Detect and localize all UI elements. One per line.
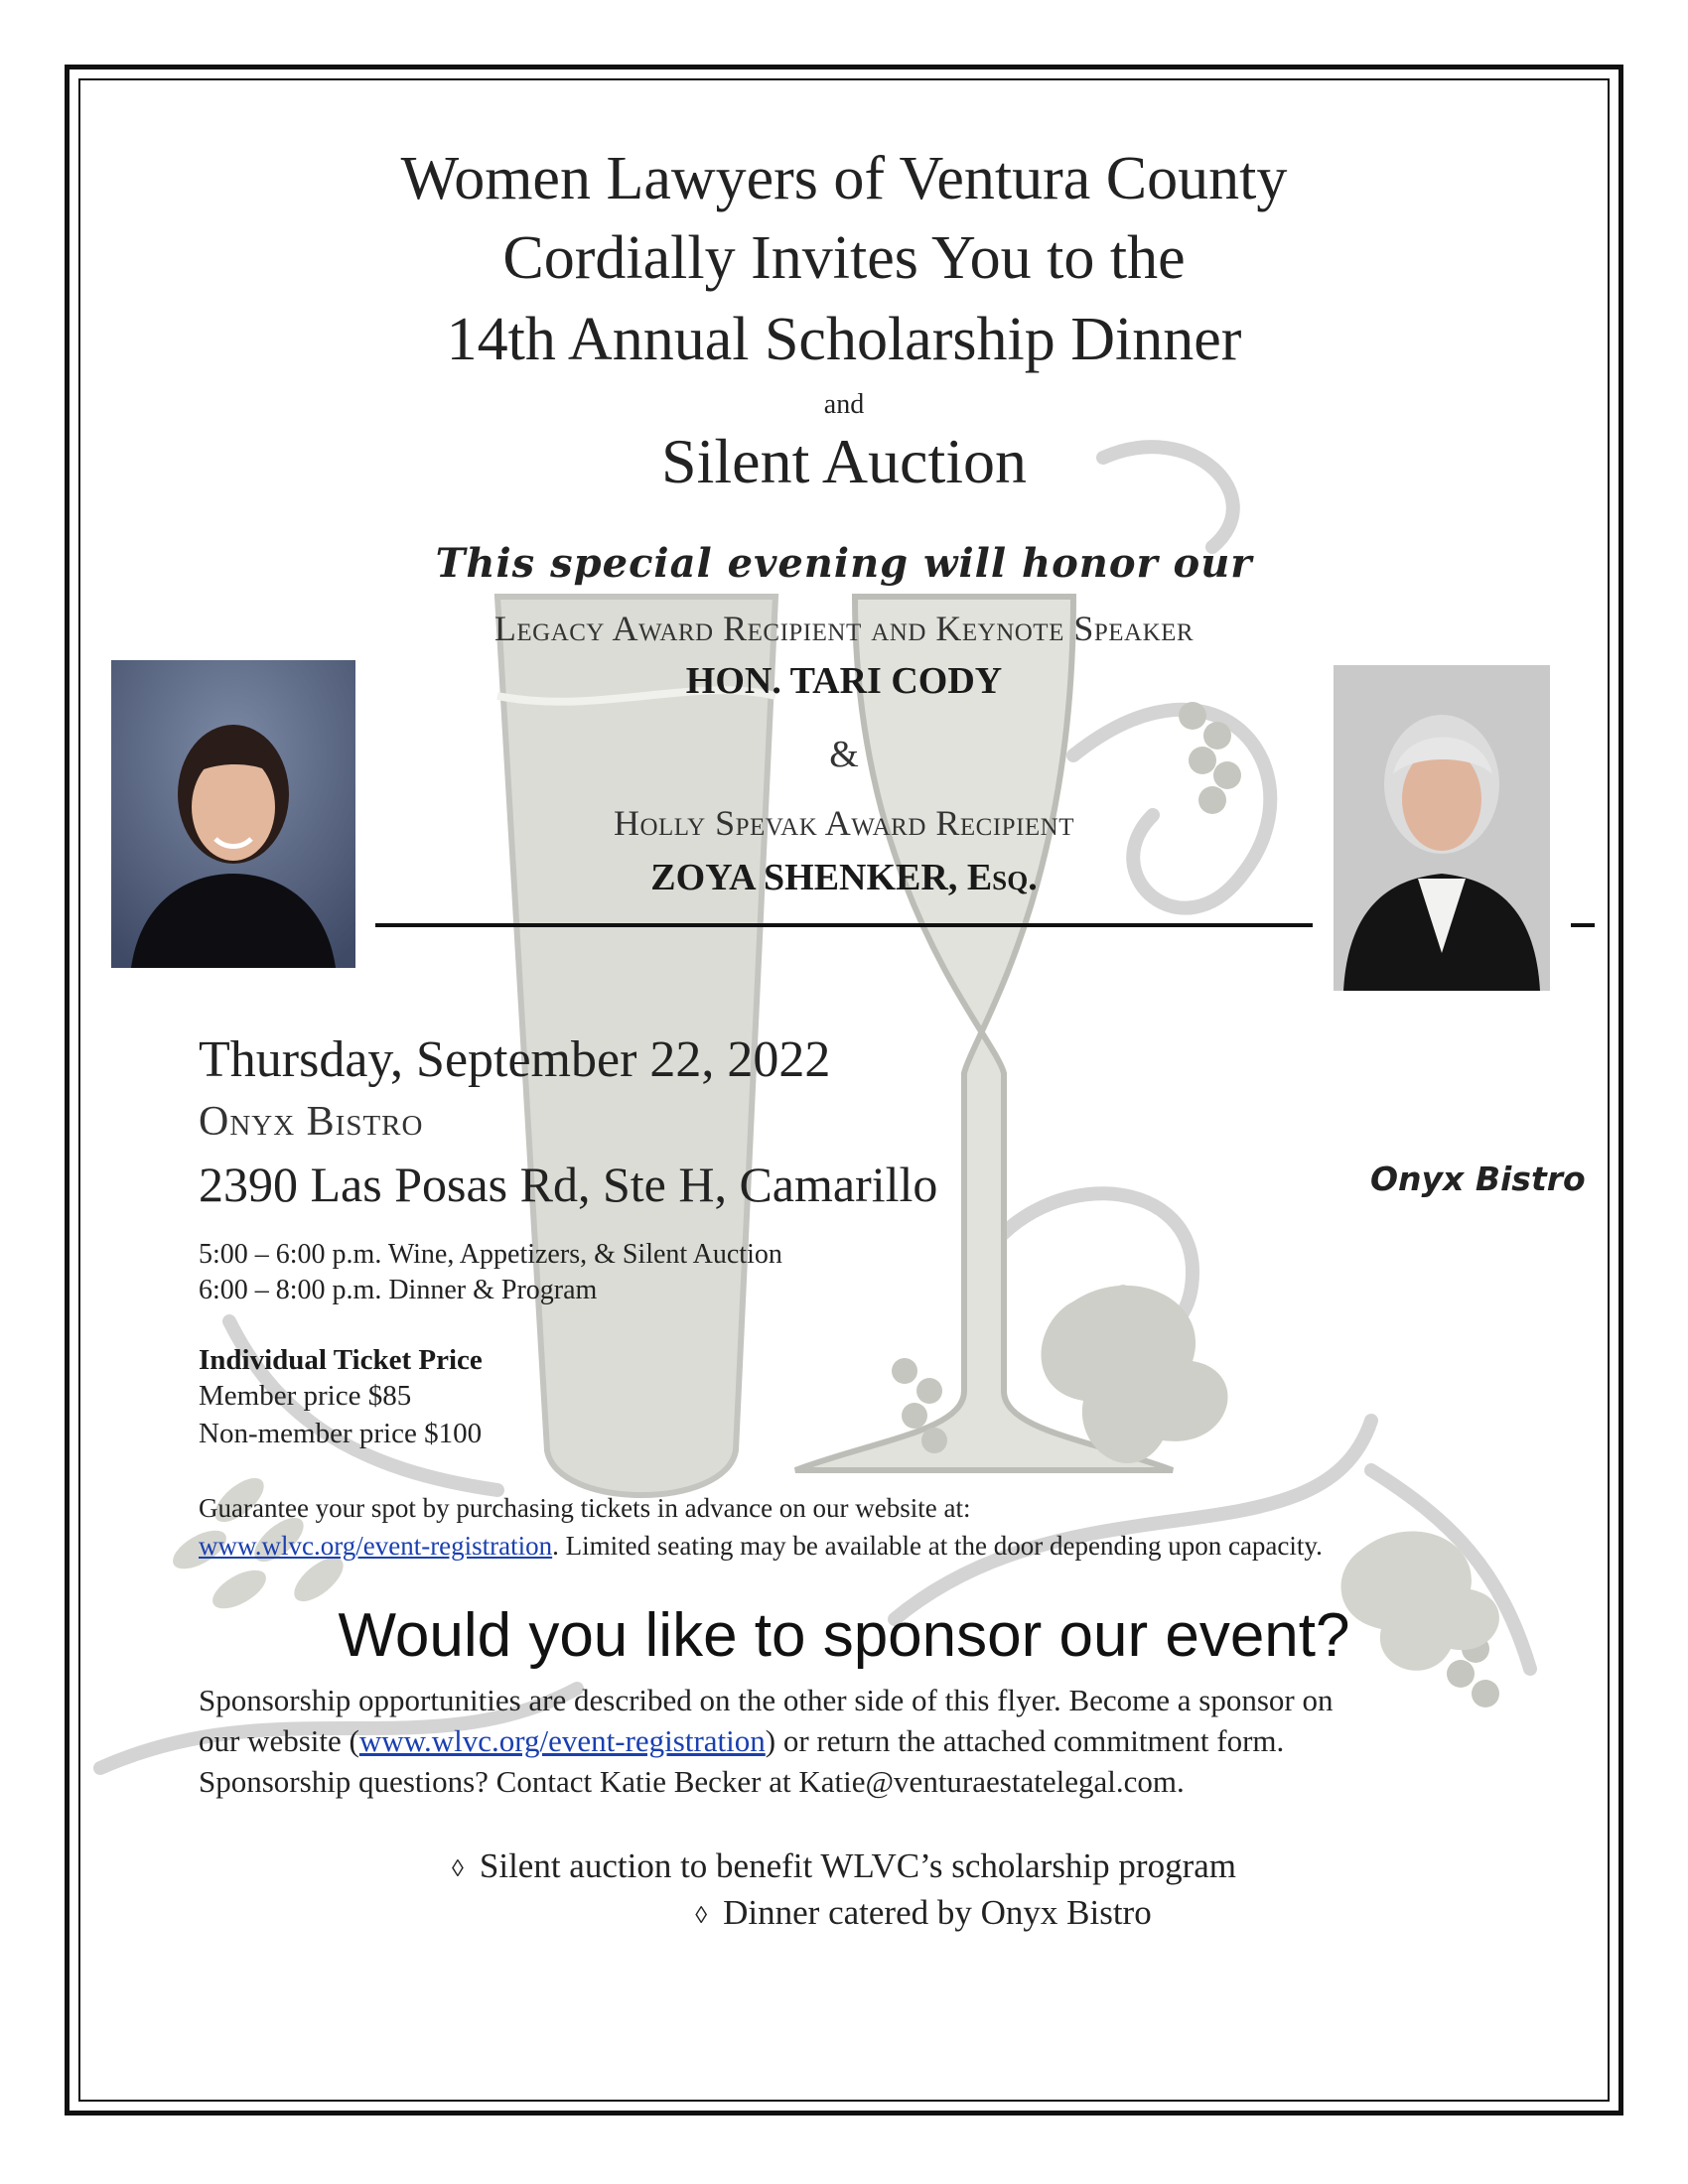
sponsor-text: Sponsorship opportunities are described on the other side of this flyer. Become a sponsor on our website (www.wlvc.org/event-registration) or return the attached commitment form. Sponsorship questions? Contact Katie Becker at Katie@venturaestatelegal.com.: [199, 1683, 1334, 1799]
member-price: Member price $85: [199, 1380, 412, 1412]
diamond-bullet-icon: ◊: [452, 1855, 464, 1882]
registration-link[interactable]: www.wlvc.org/event-registration: [199, 1531, 553, 1561]
nonmember-price: Non-member price $100: [199, 1418, 483, 1449]
highlights-list: [0, 1844, 1688, 1938]
venue-address: 2390 Las Posas Rd, Ste H, Camarillo: [199, 1157, 938, 1212]
guarantee-text: Guarantee your spot by purchasing tickets in advance on our website at: www.wlvc.org/event-registration. Limited seating may be available at the door depending upon capacity.: [199, 1493, 1323, 1561]
and-text: and: [823, 389, 865, 420]
auction-title: Silent Auction: [661, 426, 1027, 496]
sponsor-heading: Would you like to sponsor our event?: [338, 1601, 1350, 1670]
honor-tagline: This special evening will honor our: [435, 540, 1253, 587]
schedule-list: [199, 1237, 782, 1308]
award1-name: HON. TARI CODY: [685, 660, 1003, 702]
sponsor-link[interactable]: www.wlvc.org/event-registration: [358, 1723, 766, 1758]
ticket-prices: [199, 1344, 483, 1452]
schedule-item: 6:00 – 8:00 p.m. Dinner & Program: [199, 1275, 598, 1305]
judge-portrait: [111, 660, 355, 968]
ticket-heading: Individual Ticket Price: [199, 1344, 483, 1376]
event-date: Thursday, September 22, 2022: [199, 1031, 831, 1088]
highlight-item: ◊ Dinner catered by Onyx Bistro: [695, 1892, 1152, 1932]
venue-name: Onyx Bistro: [199, 1099, 424, 1145]
invite-line: Cordially Invites You to the: [502, 224, 1186, 292]
event-title: 14th Annual Scholarship Dinner: [446, 306, 1242, 373]
onyx-bistro-logo: Onyx Bistro: [1370, 1160, 1586, 1198]
honoree-portrait: [1334, 665, 1550, 991]
diamond-bullet-icon: ◊: [695, 1902, 708, 1929]
divider-end: [1571, 923, 1595, 927]
award2-name: ZOYA SHENKER, Esq.: [650, 857, 1038, 898]
highlight-item: ◊ Silent auction to benefit WLVC’s scholarship program: [452, 1846, 1236, 1885]
org-title: Women Lawyers of Ventura County: [400, 145, 1288, 212]
honoree-divider: [375, 923, 1313, 927]
ampersand: &: [829, 734, 859, 775]
schedule-item: 5:00 – 6:00 p.m. Wine, Appetizers, & Silent Auction: [199, 1239, 782, 1270]
award1-title: Legacy Award Recipient and Keynote Speaker: [493, 609, 1195, 648]
award2-title: Holly Spevak Award Recipient: [613, 803, 1074, 843]
